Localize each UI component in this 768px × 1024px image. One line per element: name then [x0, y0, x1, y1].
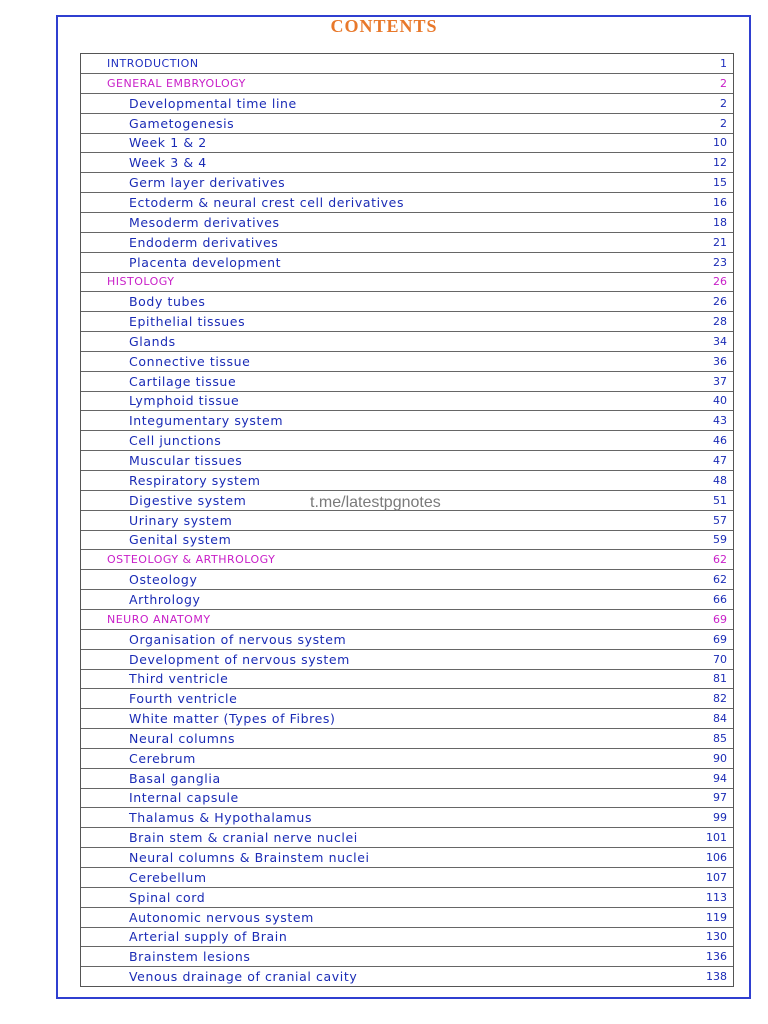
- toc-entry-label: Spinal cord: [129, 889, 206, 905]
- toc-row: [81, 908, 733, 928]
- toc-entry-label: Respiratory system: [129, 472, 261, 488]
- toc-page-number: 81: [713, 672, 727, 686]
- toc-page-number: 70: [713, 652, 727, 666]
- toc-row: [81, 153, 733, 173]
- toc-page-number: 12: [713, 156, 727, 170]
- toc-entry-label: Osteology: [129, 572, 198, 588]
- section-heading-row: [81, 272, 733, 292]
- toc-entry-label: Integumentary system: [129, 413, 284, 429]
- toc-entry-label: White matter (Types of Fibres): [129, 711, 336, 727]
- toc-page-number: 15: [713, 176, 727, 190]
- toc-page-number: 107: [706, 870, 727, 884]
- toc-row: [81, 332, 733, 352]
- toc-row: [81, 947, 733, 967]
- toc-page-number: 26: [713, 295, 727, 309]
- toc-entry-label: Muscular tissues: [129, 453, 243, 468]
- toc-page-number: 26: [713, 275, 727, 289]
- toc-page-number: 130: [706, 930, 727, 944]
- toc-row: [81, 312, 733, 332]
- toc-page-number: 18: [713, 215, 727, 229]
- toc-page-number: 2: [720, 116, 727, 130]
- toc-entry-label: Brainstem lesions: [129, 949, 251, 965]
- toc-page-number: 21: [713, 235, 727, 249]
- toc-row: [81, 451, 733, 471]
- toc-entry-label: Lymphoid tissue: [129, 393, 240, 409]
- toc-row: [81, 828, 733, 848]
- toc-row: [81, 471, 733, 491]
- toc-page-number: 62: [713, 573, 727, 587]
- toc-entry-label: Brain stem & cranial nerve nuclei: [129, 830, 358, 846]
- toc-row: [81, 431, 733, 451]
- toc-page-number: 2: [720, 96, 727, 110]
- toc-entry-label: Internal capsule: [129, 790, 239, 806]
- toc-row: [81, 253, 733, 273]
- toc-page-number: 36: [713, 354, 727, 368]
- toc-page-number: 34: [713, 334, 727, 348]
- section-heading-label: GENERAL EMBRYOLOGY: [107, 76, 246, 90]
- toc-page-number: 16: [713, 195, 727, 209]
- toc-row: [81, 352, 733, 372]
- section-heading-row: [81, 610, 733, 630]
- toc-entry-label: Ectoderm & neural crest cell derivatives: [129, 194, 405, 210]
- toc-page-number: 2: [720, 76, 727, 90]
- toc-entry-label: Endoderm derivatives: [129, 234, 279, 250]
- toc-page-number: 46: [713, 434, 727, 448]
- toc-row: [81, 669, 733, 689]
- toc-page-number: 23: [713, 255, 727, 269]
- toc-row: [81, 511, 733, 531]
- toc-page-number: 69: [713, 612, 727, 626]
- toc-row: [81, 749, 733, 769]
- toc-row: [81, 193, 733, 213]
- toc-row: [81, 173, 733, 193]
- page-title: CONTENTS: [330, 16, 438, 36]
- toc-row: [81, 114, 733, 134]
- toc-page-number: 101: [706, 831, 727, 845]
- toc-row: [81, 769, 733, 789]
- toc-entry-label: Basal ganglia: [129, 770, 221, 786]
- toc-page-number: 106: [706, 851, 727, 864]
- toc-row: [81, 709, 733, 729]
- toc-entry-label: Fourth ventricle: [129, 691, 238, 707]
- toc-row: [81, 868, 733, 888]
- toc-page-number: 138: [706, 970, 727, 984]
- watermark-text: t.me/latestpgnotes: [310, 494, 441, 511]
- toc-entry-label: Urinary system: [129, 512, 233, 528]
- toc-row: [81, 788, 733, 808]
- toc-row: [81, 888, 733, 908]
- toc-entry-label: Connective tissue: [129, 353, 251, 369]
- toc-page-number: 51: [713, 493, 727, 507]
- toc-row: [81, 292, 733, 312]
- toc-entry-label: Autonomic nervous system: [129, 909, 314, 925]
- toc-entry-label: Gametogenesis: [129, 115, 235, 131]
- toc-page-number: 66: [713, 592, 727, 606]
- toc-page-number: 90: [713, 751, 727, 765]
- toc-entry-label: Placenta development: [129, 254, 282, 270]
- toc-page-number: 37: [713, 374, 727, 388]
- toc-entry-label: Week 3 & 4: [129, 155, 207, 171]
- toc-row: [81, 848, 733, 868]
- toc-entry-label: Venous drainage of cranial cavity: [129, 969, 358, 985]
- toc-entry-label: Organisation of nervous system: [129, 631, 347, 647]
- toc-entry-label: Germ layer derivatives: [129, 175, 286, 191]
- toc-row: [81, 411, 733, 431]
- toc-page-number: 136: [706, 950, 727, 964]
- toc-entry-label: Body tubes: [129, 294, 206, 310]
- toc-row: [81, 391, 733, 411]
- toc-entry-label: Week 1 & 2: [129, 135, 207, 151]
- section-heading-row: [81, 54, 733, 74]
- toc-page-number: 99: [713, 811, 727, 825]
- toc-page-number: 48: [713, 473, 727, 487]
- toc-entry-label: Neural columns & Brainstem nuclei: [129, 850, 370, 865]
- toc-row: [81, 590, 733, 610]
- toc-row: [81, 133, 733, 153]
- toc-row: [81, 808, 733, 828]
- section-heading-label: HISTOLOGY: [107, 275, 175, 289]
- section-heading-label: INTRODUCTION: [107, 57, 199, 70]
- toc-entry-label: Genital system: [129, 532, 232, 548]
- section-heading-label: OSTEOLOGY & ARTHROLOGY: [107, 553, 276, 567]
- toc-row: [81, 213, 733, 233]
- toc-page-number: 43: [713, 414, 727, 428]
- toc-page-number: 10: [713, 136, 727, 150]
- toc-entry-label: Cerebellum: [129, 869, 207, 885]
- toc-page-number: 57: [713, 513, 727, 527]
- toc-page-number: 69: [713, 632, 727, 646]
- toc-row: [81, 729, 733, 749]
- toc-page-number: 28: [713, 315, 727, 329]
- toc-entry-label: Arterial supply of Brain: [129, 929, 288, 945]
- toc-page-number: 62: [713, 553, 727, 567]
- toc-row: [81, 94, 733, 114]
- toc-page-number: 119: [706, 910, 727, 924]
- toc-page-number: 113: [706, 890, 727, 904]
- toc-page-number: 85: [713, 731, 727, 745]
- toc-row: [81, 570, 733, 590]
- section-heading-row: [81, 550, 733, 570]
- toc-entry-label: Third ventricle: [129, 671, 229, 687]
- toc-row: [81, 967, 733, 987]
- toc-entry-label: Neural columns: [129, 730, 236, 746]
- toc-row: [81, 689, 733, 709]
- toc-row: [81, 372, 733, 392]
- toc-entry-label: Mesoderm derivatives: [129, 214, 280, 230]
- section-heading-row: [81, 74, 733, 94]
- toc-entry-label: Arthrology: [129, 591, 201, 607]
- toc-entry-label: Cell junctions: [129, 433, 222, 449]
- toc-entry-label: Digestive system: [129, 492, 247, 508]
- toc-entry-label: Epithelial tissues: [129, 314, 246, 330]
- toc-page-number: 94: [713, 771, 727, 785]
- toc-row: [81, 530, 733, 550]
- toc-row: [81, 630, 733, 650]
- toc-row: [81, 233, 733, 253]
- toc-entry-label: Thalamus & Hypothalamus: [129, 810, 313, 826]
- toc-entry-label: Cerebrum: [129, 750, 196, 766]
- toc-page-number: 47: [713, 454, 727, 467]
- toc-page-number: 97: [713, 791, 727, 805]
- section-heading-label: NEURO ANATOMY: [107, 612, 211, 626]
- toc-page-number: 59: [713, 533, 727, 547]
- toc-page-number: 82: [713, 692, 727, 706]
- toc-page-number: 40: [713, 394, 727, 408]
- toc-entry-label: Development of nervous system: [129, 651, 350, 667]
- contents-table: [80, 53, 734, 987]
- toc-row: [81, 650, 733, 670]
- toc-page-number: 1: [720, 57, 727, 70]
- toc-entry-label: Glands: [129, 333, 176, 349]
- toc-row: [81, 927, 733, 947]
- toc-entry-label: Cartilage tissue: [129, 373, 237, 389]
- toc-page-number: 84: [713, 712, 727, 726]
- toc-entry-label: Developmental time line: [129, 95, 297, 111]
